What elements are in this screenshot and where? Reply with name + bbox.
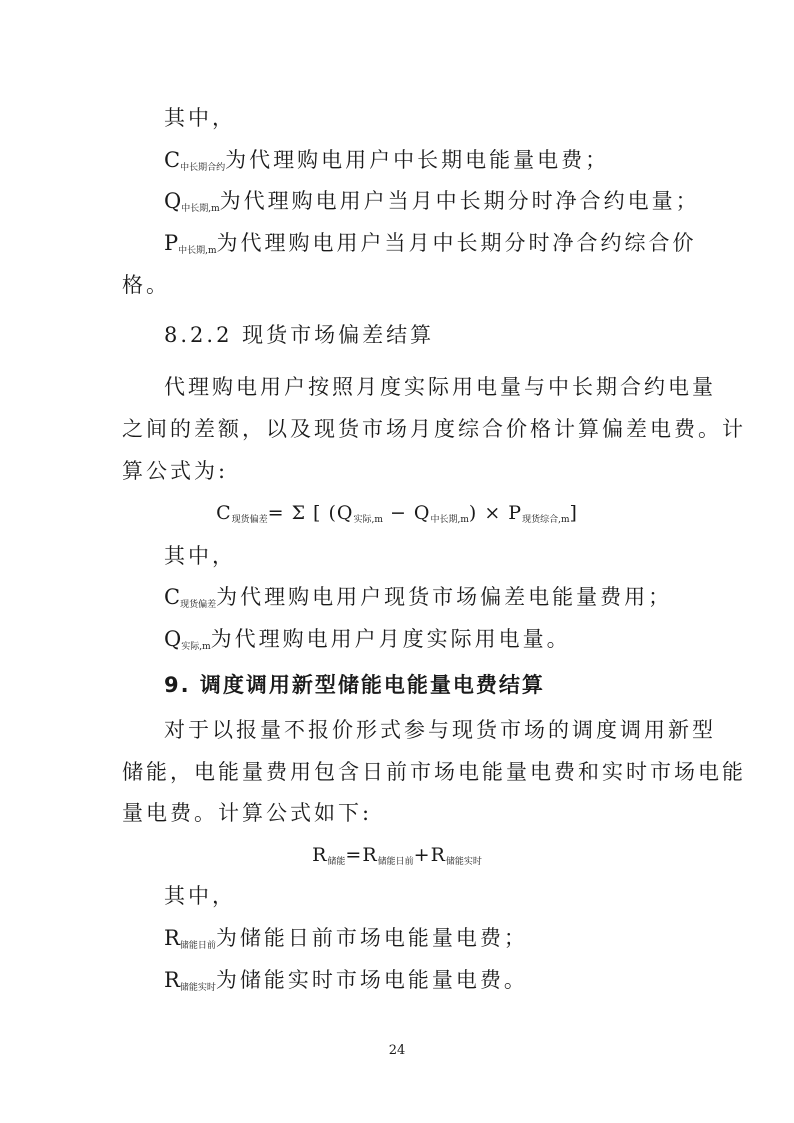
storage-fee-formula: $R_{储能}=R_{储能日前}+R_{储能实时}$ [312, 844, 482, 867]
section-9-paragraph-line-2: 储能，电能量费用包含日前市场电能量电费和实时市场电能 [122, 760, 746, 784]
definition-r-day-ahead: $R_{储能日前}$为储能日前市场电能量电费； [164, 926, 528, 951]
definition-c-deviation: $C_{现货偏差}$为代理购电用户现货市场偏差电能量费用； [164, 585, 673, 610]
where-label-3: 其中， [164, 884, 236, 908]
page-number: 24 [388, 1043, 406, 1058]
where-label-1: 其中， [164, 106, 236, 130]
section-9-paragraph-line-1: 对于以报量不报价形式参与现货市场的调度调用新型 [164, 718, 716, 742]
section-8-2-2-paragraph-line-2: 之间的差额，以及现货市场月度综合价格计算偏差电费。计 [122, 417, 746, 441]
deviation-fee-formula: $C_{现货偏差}= \Sigma$ [ $(Q_{实际,m} - Q_{中长期,m}) \times P_{现货综合,m}$] [216, 502, 578, 525]
section-8-2-2-heading: 8.2.2 现货市场偏差结算 [164, 323, 435, 347]
section-9-paragraph-line-3: 量电费。计算公式如下: [122, 801, 373, 825]
where-label-2: 其中， [164, 544, 236, 568]
definition-c-midlong: $C_{中长期合约}$为代理购电用户中长期电能量电费； [164, 148, 610, 173]
definition-q-actual: $Q_{实际,m}$为代理购电用户月度实际用电量。 [164, 627, 571, 652]
section-8-2-2-paragraph-line-1: 代理购电用户按照月度实际用电量与中长期合约电量 [164, 375, 716, 399]
definition-p-midlong-continued: 格。 [122, 273, 170, 297]
definition-p-midlong: $P_{中长期,m}$为代理购电用户当月中长期分时净合约综合价 [164, 231, 697, 256]
section-8-2-2-paragraph-line-3: 算公式为: [122, 459, 229, 483]
definition-r-real-time: $R_{储能实时}$为储能实时市场电能量电费。 [164, 968, 528, 993]
section-9-heading: 9. 调度调用新型储能电能量电费结算 [164, 673, 545, 697]
definition-q-midlong: $Q_{中长期,m}$为代理购电用户当月中长期分时净合约电量； [164, 189, 700, 214]
